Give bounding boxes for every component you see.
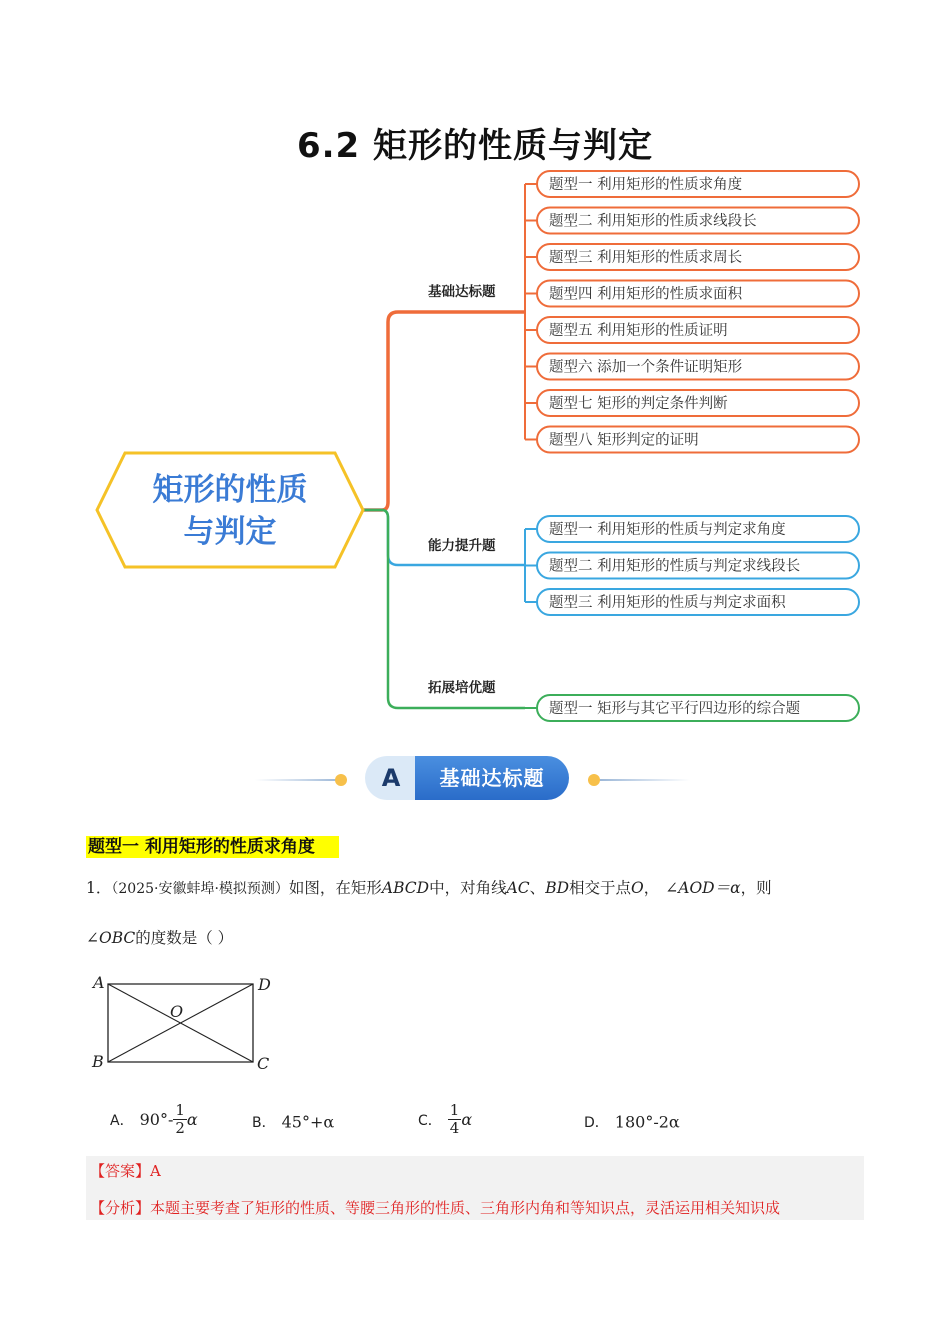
banner-dot-right — [588, 774, 600, 786]
label-d: D — [258, 975, 271, 994]
option-a[interactable] — [110, 1102, 198, 1142]
mind-map — [0, 160, 950, 730]
banner-line-right — [600, 779, 690, 781]
question-text: ，则 — [740, 879, 772, 897]
option-alpha: α — [186, 1110, 198, 1129]
fraction-denominator: 2 — [175, 1119, 185, 1137]
option-value: 45°+α — [281, 1112, 335, 1132]
question-text: 的度数是（ ） — [135, 929, 234, 947]
fraction-denominator: 4 — [449, 1119, 460, 1137]
topic-label: 题型一 利用矩形的性质求角度 — [549, 177, 743, 193]
topic-label: 题型六 添加一个条件证明矩形 — [549, 359, 743, 376]
banner-label: 基础达标题 — [415, 756, 569, 800]
option-d[interactable] — [584, 1112, 680, 1152]
question-line-2 — [86, 926, 233, 948]
label-a: A — [93, 973, 105, 992]
fraction-numerator: 1 — [449, 1101, 460, 1119]
question-source: （2025·安徽蚌埠·模拟预测） — [111, 881, 289, 897]
question-number: 1． — [86, 879, 112, 897]
branch-label: 能力提升题 — [428, 538, 496, 554]
label-b: B — [92, 1052, 104, 1071]
page-title: 6.2 矩形的性质与判定 — [296, 126, 654, 166]
rect-name: ABCD — [381, 879, 430, 897]
topic-label: 题型三 利用矩形的性质与判定求面积 — [549, 595, 786, 611]
topic-label: 题型七 矩形的判定条件判断 — [549, 396, 728, 412]
branch-label: 基础达标题 — [428, 284, 496, 300]
label-c: C — [257, 1054, 270, 1073]
point-o: O — [631, 879, 644, 897]
question-text: 、 — [529, 879, 546, 897]
branch-line — [362, 312, 525, 510]
option-b[interactable] — [252, 1112, 334, 1152]
option-value: 90°- — [139, 1110, 174, 1129]
option-c[interactable] — [418, 1102, 472, 1142]
question-text: 相交于点 — [569, 879, 632, 897]
label-o: O — [170, 1002, 184, 1021]
topic-label: 题型一 利用矩形的性质与判定求角度 — [549, 522, 786, 538]
rectangle-figure — [88, 968, 278, 1078]
diagonal-bd: BD — [545, 879, 570, 897]
option-tag: C． — [418, 1112, 442, 1129]
angle-obc: ∠OBC — [86, 929, 136, 947]
diagonal-ac: AC — [506, 879, 530, 897]
option-alpha: α — [461, 1110, 473, 1129]
option-tag: A． — [110, 1112, 134, 1129]
answer-analysis: 【分析】本题主要考查了矩形的性质、等腰三角形的性质、三角形内角和等知识点，灵活运用相关知识成 — [90, 1199, 781, 1217]
question-text: 中，对角线 — [429, 879, 507, 897]
topic-label: 题型四 利用矩形的性质求面积 — [549, 286, 743, 303]
answer-label: 【答案】A — [90, 1162, 161, 1180]
fraction — [173, 1102, 187, 1137]
banner-dot-left — [335, 774, 347, 786]
topic-label: 题型五 利用矩形的性质证明 — [549, 323, 728, 339]
topic-label: 题型三 利用矩形的性质求周长 — [549, 250, 743, 266]
option-tag: D． — [584, 1115, 609, 1131]
topic-label: 题型一 矩形与其它平行四边形的综合题 — [549, 701, 801, 717]
question-text: ， — [643, 879, 660, 897]
topic-label: 题型二 利用矩形的性质求线段长 — [549, 213, 757, 230]
angle-aod: ∠AOD＝α — [665, 879, 741, 897]
section-banner — [255, 752, 695, 804]
fraction — [448, 1102, 462, 1137]
section-heading: 题型一 利用矩形的性质求角度 — [86, 836, 339, 858]
option-value: 180°-2α — [614, 1112, 680, 1132]
topic-label: 题型八 矩形判定的证明 — [549, 432, 699, 449]
branch-label: 拓展培优题 — [428, 680, 496, 696]
banner-letter: A — [365, 756, 417, 800]
topic-label: 题型二 利用矩形的性质与判定求线段长 — [549, 558, 801, 575]
option-tag: B． — [252, 1115, 276, 1131]
fraction-numerator: 1 — [175, 1101, 185, 1119]
question-text: 如图，在矩形 — [288, 879, 382, 897]
center-label: 矩形的性质 — [152, 472, 308, 508]
question-line-1 — [86, 876, 772, 898]
center-label: 与判定 — [183, 514, 277, 550]
banner-line-left — [255, 779, 340, 781]
